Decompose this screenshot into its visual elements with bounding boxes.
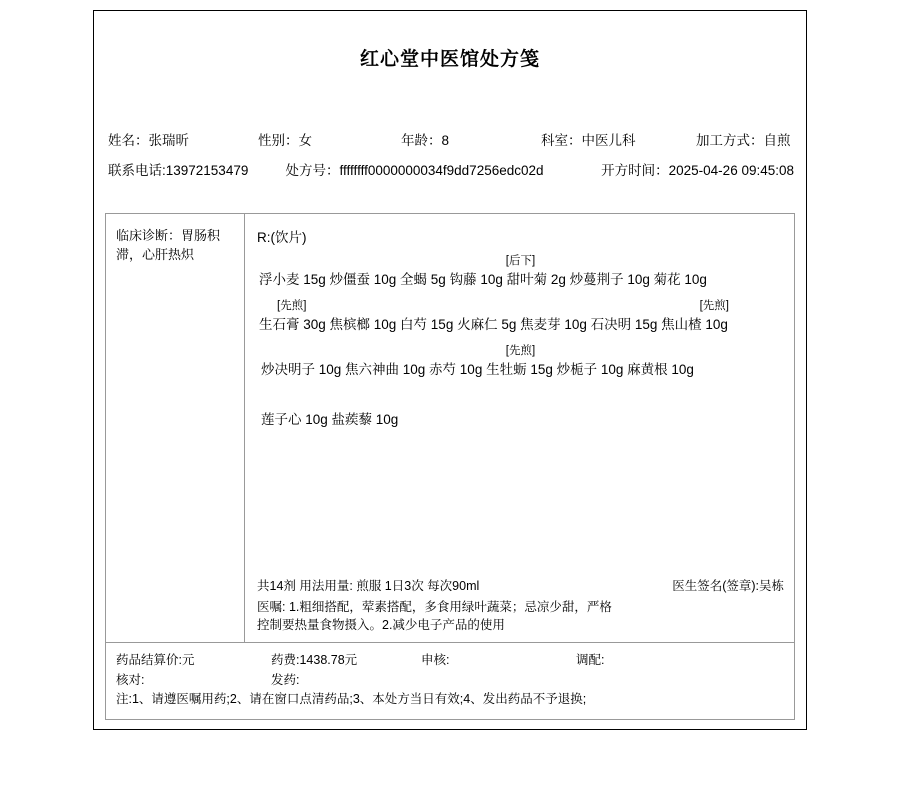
patient-phone: 联系电话:13972153479 [108, 163, 249, 178]
patient-row-2 [108, 156, 794, 182]
dispense-field: 调配: [576, 653, 605, 667]
prescription-datetime: 开方时间：2025-04-26 09:45:08 [601, 163, 794, 178]
settlement-row-1 [116, 650, 784, 670]
tag-row-xianjian [257, 297, 784, 313]
tag-houxia: [后下] [505, 255, 536, 267]
patient-sex: 性别：女 [258, 133, 312, 148]
herb-line-3: 炒决明子 10g 焦六神曲 10g 赤芍 10g 生牡蛎 15g 炒栀子 10g 麻黄根 10g [261, 362, 694, 377]
prescription-footer [257, 577, 784, 634]
patient-header [94, 126, 806, 182]
tag-xianjian-left: [先煎] [277, 300, 307, 312]
patient-name: 姓名：张瑞昕 [108, 133, 189, 148]
clinical-diagnosis: 临床诊断：胃肠积滞，心肝热炽 [106, 214, 245, 642]
medicine-fee: 药费:1438.78元 [271, 653, 358, 667]
advice-line-2: 控制要热量食物摄入。2.减少电子产品的使用 [257, 618, 505, 632]
processing-method: 加工方式：自煎 [696, 133, 791, 148]
issue-field: 发药: [271, 673, 300, 687]
spacer [257, 383, 784, 409]
herb-line-2: 生石膏 30g 焦槟榔 10g 白芍 15g 火麻仁 5g 焦麦芽 10g 石决明 15g 焦山楂 10g [259, 317, 728, 332]
patient-row-1 [108, 126, 794, 152]
tag-xianjian-mid: [先煎] [505, 345, 536, 357]
check-field: 核对: [116, 673, 145, 687]
footer-note: 注:1、请遵医嘱用药;2、请在窗口点清药品;3、本处方当日有效;4、发出药品不予退换; [116, 692, 587, 706]
prescription-body [105, 213, 795, 643]
prescription-number: 处方号：ffffffff0000000034f9dd7256edc02d [285, 163, 544, 178]
prescription-content [245, 214, 794, 642]
review-field: 申核: [421, 653, 450, 667]
dosage-text: 共14剂 用法用量: 煎服 1日3次 每次90ml [257, 579, 480, 593]
prescription-sheet [93, 10, 807, 730]
herb-line-4: 莲子心 10g 盐蒺藜 10g [261, 412, 399, 427]
advice-line-1: 医嘱: 1.粗细搭配，荤素搭配，多食用绿叶蔬菜；忌凉少甜，严格 [257, 600, 612, 614]
settlement-section [105, 643, 795, 720]
rx-head: R:(饮片) [257, 230, 307, 245]
patient-department: 科室：中医儿科 [541, 133, 636, 148]
patient-age: 年龄：8 [401, 133, 450, 148]
tag-xianjian-right: [先煎] [699, 300, 729, 312]
settlement-price: 药品结算价:元 [116, 653, 195, 667]
dosage-row [257, 577, 784, 596]
doctor-signature: 医生签名(签章):吴栋 [672, 579, 784, 593]
herb-line-1: 浮小麦 15g 炒僵蚕 10g 全蝎 5g 钩藤 10g 甜叶菊 2g 炒蔓荆子 10g 菊花 10g [259, 272, 707, 287]
settlement-row-2 [116, 670, 784, 690]
page-title: 红心堂中医馆处方笺 [359, 49, 540, 70]
